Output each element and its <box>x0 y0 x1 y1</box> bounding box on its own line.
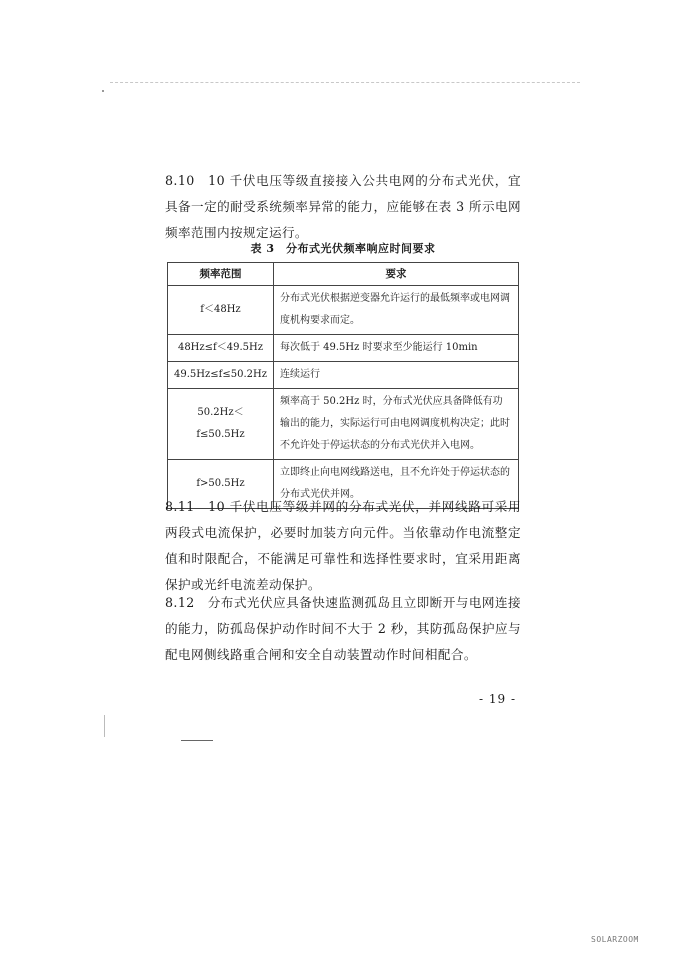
page-number: - 19 - <box>479 692 517 706</box>
frequency-range-cell: f＜48Hz <box>168 286 274 335</box>
scan-mark <box>104 715 105 737</box>
requirement-cell: 分布式光伏根据逆变器允许运行的最低频率或电网调度机构要求而定。 <box>273 286 518 335</box>
section-8-12: 8.12 分布式光伏应具备快速监测孤岛且立即断开与电网连接的能力，防孤岛保护动作时间不大于 2 秒，其防孤岛保护应与配电网侧线路重合闸和安全自动装置动作时间相配合。 <box>165 595 521 662</box>
frequency-range-cell: 48Hz≤f＜49.5Hz <box>168 335 274 362</box>
table-row <box>168 335 519 362</box>
section-8-11: 8.11 10 千伏电压等级并网的分布式光伏，并网线路可采用两段式电流保护，必要时加装方向元件。当依靠动作电流整定值和时限配合，不能满足可靠性和选择性要求时，宜采用距离保护或光纤电流差动保护。 <box>165 499 521 592</box>
frequency-range-cell: 50.2Hz＜f≤50.5Hz <box>168 389 274 460</box>
requirement-cell: 立即终止向电网线路送电，且不允许处于停运状态的分布式光伏并网。 <box>273 460 518 509</box>
frequency-range-cell: 49.5Hz≤f≤50.2Hz <box>168 362 274 389</box>
footer-rule <box>181 740 213 741</box>
header-rule <box>110 82 580 83</box>
header-requirement: 要求 <box>273 263 518 286</box>
requirement-cell: 频率高于 50.2Hz 时，分布式光伏应具备降低有功输出的能力，实际运行可由电网调度机构决定；此时不允许处于停运状态的分布式光伏并入电网。 <box>273 389 518 460</box>
table-caption: 表 3 分布式光伏频率响应时间要求 <box>250 242 436 255</box>
table-row <box>168 286 519 335</box>
requirement-cell: 连续运行 <box>273 362 518 389</box>
table-row <box>168 362 519 389</box>
scan-mark <box>102 90 104 92</box>
requirement-cell: 每次低于 49.5Hz 时要求至少能运行 10min <box>273 335 518 362</box>
header-frequency-range: 频率范围 <box>168 263 274 286</box>
table-header-row <box>168 263 519 286</box>
section-8-10: 8.10 10 千伏电压等级直接接入公共电网的分布式光伏，宜具备一定的耐受系统频率异常的能力，应能够在表 3 所示电网频率范围内按规定运行。 <box>165 173 521 240</box>
watermark-text: SOLARZOOM <box>591 935 639 944</box>
frequency-range-cell: f>50.5Hz <box>168 460 274 509</box>
frequency-response-table <box>167 262 519 509</box>
table-row <box>168 389 519 460</box>
